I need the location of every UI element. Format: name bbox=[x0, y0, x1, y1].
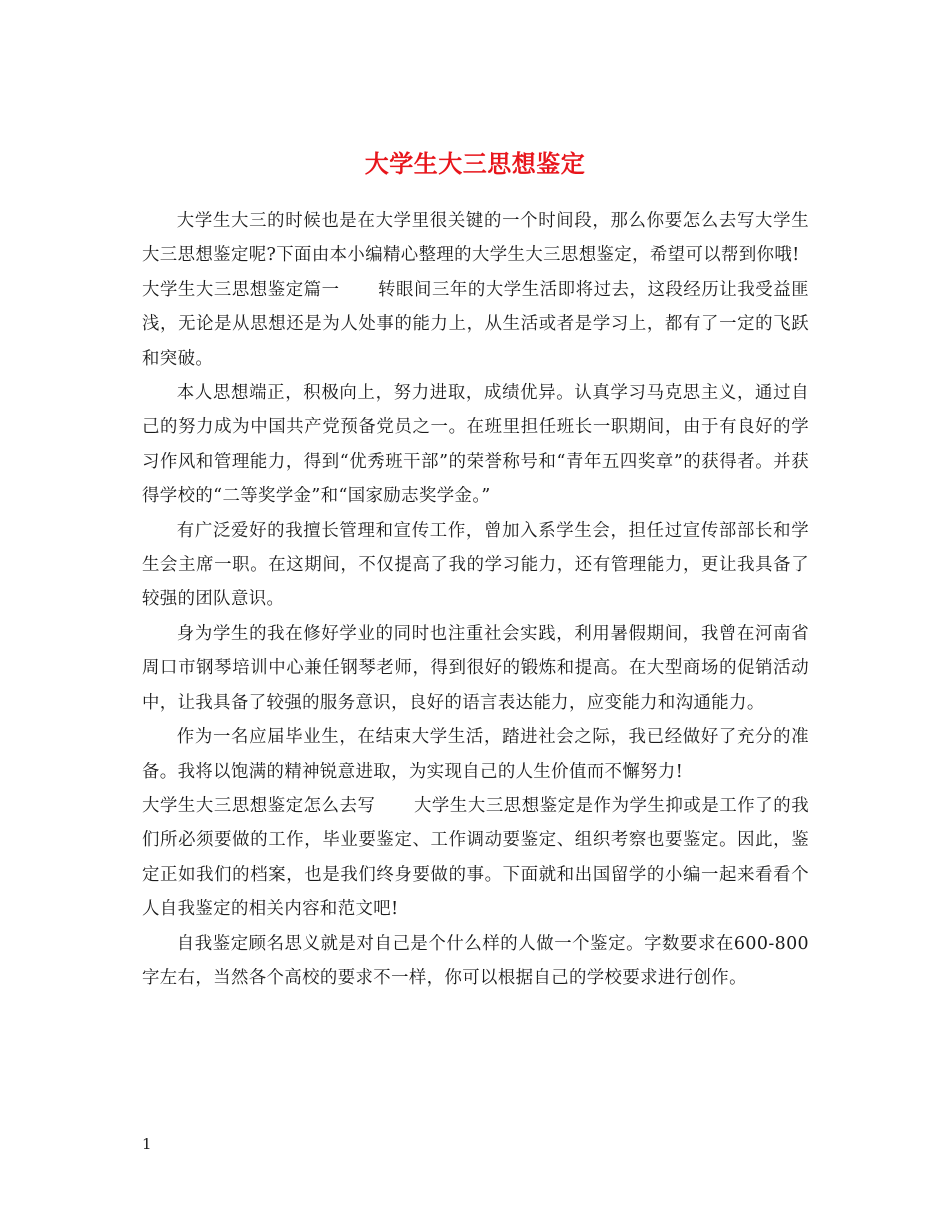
graduate-paragraph: 作为一名应届毕业生，在结束大学生活，踏进社会之际，我已经做好了充分的准备。我将以饱满的精神锐意进取，为实现自己的人生价值而不懈努力! bbox=[142, 727, 809, 782]
page-number: 1 bbox=[142, 1135, 152, 1153]
hobbies-paragraph: 有广泛爱好的我擅长管理和宣传工作，曾加入系学生会，担任过宣传部部长和学生会主席一职。在这期间，不仅提高了我的学习能力，还有管理能力，更让我具备了较强的团队意识。 bbox=[142, 520, 809, 610]
document-title: 大学生大三思想鉴定 bbox=[364, 149, 586, 179]
intro-paragraph: 大学生大三的时候也是在大学里很关键的一个时间段，那么你要怎么去写大学生大三思想鉴定呢?下面由本小编精心整理的大学生大三思想鉴定，希望可以帮到你哦! bbox=[142, 211, 809, 266]
word-count-paragraph: 自我鉴定顾名思义就是对自己是个什么样的人做一个鉴定。字数要求在600-800字左右，当然各个高校的要求不一样，你可以根据自己的学校要求进行创作。 bbox=[142, 933, 809, 988]
practice-paragraph: 身为学生的我在修好学业的同时也注重社会实践，利用暑假期间，我曾在河南省周口市钢琴培训中心兼任钢琴老师，得到很好的锻炼和提高。在大型商场的促销活动中，让我具备了较强的服务意识，良好的语言表达能力，应变能力和沟通能力。 bbox=[142, 623, 809, 713]
document-body bbox=[142, 204, 809, 995]
section-one-text: 转眼间三年的大学生活即将过去，这段经历让我受益匪浅，无论是从思想还是为人处事的能力上，从生活或者是学习上，都有了一定的飞跃和突破。 bbox=[142, 279, 809, 369]
section-two-heading: 大学生大三思想鉴定怎么去写 bbox=[142, 795, 376, 816]
section-two-text: 大学生大三思想鉴定是作为学生抑或是工作了的我们所必须要做的工作，毕业要鉴定、工作调动要鉴定、组织考察也要鉴定。因此，鉴定正如我们的档案，也是我们终身要做的事。下面就和出国留学的小编一起来看看个人自我鉴定的相关内容和范文吧! bbox=[142, 795, 809, 920]
section-one-paragraph bbox=[142, 273, 809, 376]
section-one-heading: 大学生大三思想鉴定篇一 bbox=[142, 279, 340, 300]
ideology-paragraph: 本人思想端正，积极向上，努力进取，成绩优异。认真学习马克思主义，通过自己的努力成为中国共产党预备党员之一。在班里担任班长一职期间，由于有良好的学习作风和管理能力，得到“优秀班干部”的荣誉称号和“青年五四奖章”的获得者。并获得学校的“二等奖学金”和“国家励志奖学金。” bbox=[142, 383, 809, 507]
section-two-paragraph bbox=[142, 789, 809, 927]
